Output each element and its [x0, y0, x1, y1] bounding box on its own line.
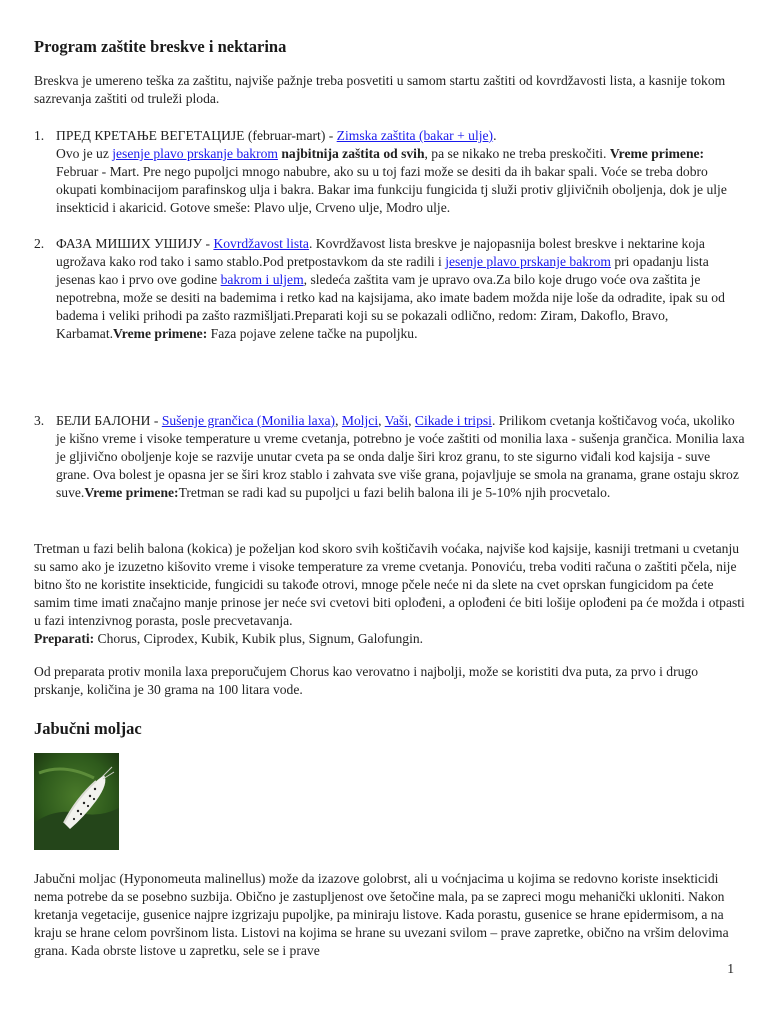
list-number: 1. [34, 128, 45, 143]
bold-text: Vreme primene: [84, 485, 179, 500]
separator: , [408, 413, 415, 428]
treatment-text [34, 540, 746, 648]
link-jesenje-plavo-prskanje[interactable]: jesenje plavo prskanje bakrom [112, 146, 278, 161]
moth-image [34, 753, 119, 850]
list-number: 3. [34, 413, 45, 428]
bold-text: Vreme primene: [609, 146, 705, 161]
list-item-3 [34, 412, 746, 502]
paragraph-text: Chorus, Ciprodex, Kubik, Kubik plus, Signum, Galofungin. [94, 631, 424, 646]
item-text: Februar - Mart. Pre nego pupoljci mnogo nabubre, ako su u toj fazi može se desiti da ih bakar spali. Voće se treba dobro okupati kombinacijom parafinskog ulja i bakra. Bakar ima funkciju fungicida tj služi protiv gljivičnih oboljenja, dok je ulje insekticid i akaricid. Gotove smeše: Plavo ulje, Crveno ulje, Modro ulje. [56, 164, 727, 215]
link-bakrom-i-uljem[interactable]: bakrom i uljem [220, 272, 304, 287]
bold-text: najbitnija zaštita od svih [277, 146, 425, 161]
treatment-paragraph [34, 540, 746, 648]
item-text: pri opadanju lista jesenas kao i prvo ove godine [56, 254, 709, 287]
list-item-text [56, 235, 746, 343]
intro-paragraph [34, 72, 746, 108]
link-susenje-grancica[interactable]: Sušenje grančica (Monilia laxa) [161, 413, 336, 428]
list-item-2 [34, 235, 746, 343]
link-moljci[interactable]: Moljci [341, 413, 379, 428]
link-zimska-zastita[interactable]: Zimska zaštita (bakar + ulje) [336, 128, 494, 143]
paragraph-text: Jabučni moljac (Hyponomeuta malinellus) može da izazove golobrst, ali u voćnjacima u kojima se redovno koriste insekticidi nema potrebe da se posebno suzbija. Obično je zastupljenost ove šetočine mala, pa se zapreci mogu mehanički ukloniti. Nakon kretanja vegetacije, gusenice najpre izgrizaju pupoljke, pa miniraju listove. Kada porastu, gusenice se hrane epidermisom, a na kraju se hrane celom površinom lista. Listovi na kojima se hrane su uvezani svilom – prave zapretke, obično na vršim delovima grana. Kada obrste listove u zapretku, sele se i prave [34, 871, 729, 958]
list-item-1 [34, 127, 746, 217]
page-title: Program zaštite breskve i nektarina [34, 37, 287, 56]
moth-photo [34, 753, 119, 850]
list-item-text [56, 127, 746, 217]
link-kovrdzavost-lista[interactable]: Kovrdžavost lista [213, 236, 309, 251]
item-text: ФАЗА МИШИХ УШИЈУ - [56, 236, 214, 251]
item-text: , pa se nikako ne treba preskočiti. [424, 146, 610, 161]
item-text: Ovo je uz [56, 146, 113, 161]
chorus-paragraph [34, 663, 746, 699]
separator: , [378, 413, 385, 428]
bold-text: Preparati: [34, 631, 95, 646]
item-text: , sledeća zaštita vam je upravo ova.Za bilo koje drugo voće ova zaštita je nepotrebna, može se desiti na bademima i retko kad na kajsijama, ako imate badem možda nije loše da odradite, ipak su od badema i veliki prihodi pa zašto razmišljati.Preparati koji su se pokazali odlično, redom: Ziram, Dakoflo, Bravo, Karbamat. [56, 272, 725, 341]
item-text: ПРЕД КРЕТАЊЕ ВЕГЕТАЦИЈЕ (februar-mart) - [56, 128, 337, 143]
page-number: 1 [727, 961, 734, 976]
link-cikade-i-tripsi[interactable]: Cikade i tripsi [414, 413, 492, 428]
item-text: . [493, 128, 497, 143]
link-vasi[interactable]: Vaši [384, 413, 409, 428]
separator: , [335, 413, 342, 428]
item-text: . Prilikom cvetanja koštičavog voća, ukoliko je kišno vreme i visoke temperature u vreme cvetanja, potrebno je voće zaštiti od monilia laxa - sušenja grančica. Monilia laxa je gljivično oboljenje koje se razvije unutar cveta pa se onda dalje širi kroz granu, to ste sigurno viđali kod kajsija - suve grane. Ova bolest je opasna jer se širi kroz stablo i zahvata sve više grana, pojavljuje se smola na granama, grane ostaju skroz suve. [56, 413, 745, 500]
bold-text: Vreme primene: [113, 326, 208, 341]
list-item-text [56, 412, 746, 502]
item-text: Tretman se radi kad su pupoljci u fazi belih balona ili je 5-10% njih procvetalo. [178, 485, 611, 500]
moljac-paragraph [34, 870, 746, 960]
paragraph-text: Tretman u fazi belih balona (kokica) je poželjan kod skoro svih koštičavih voćaka, najviše kod kajsije, kasniji tretmani u cvetanju su samo ako je izuzetno kišovito vreme i visoke temperature za vreme cvetanja. Ponoviću, treba voditi računa o zaštiti pčela, nije bitno što ne koristite insekticide, fungicidi su takođe otrovi, mnoge pčele neće ni da slete na cvet oprskan fungicidom pa ćete samim time imati značajno manje prinose jer neće svi cvetovi biti oplođeni, a oplođeni će biti lošije oplođeni pa će možda i otpasti u fazi intenzivnog porasta, posle precvetavanja. [34, 541, 745, 628]
item-text: Faza pojave zelene tačke na pupoljku. [207, 326, 418, 341]
intro-text: Breskva je umereno teška za zaštitu, najviše pažnje treba posvetiti u samom startu zaštiti od kovrdžavosti lista, a kasnije tokom sazrevanja zaštiti od truleži ploda. [34, 73, 726, 106]
list-number: 2. [34, 236, 45, 251]
item-text: . Kovrdžavost lista breskve je najopasnija bolest breskve i nektarine koja ugrožava kako rod tako i samo stablo.Pod pretpostavkom da ste radili i [56, 236, 705, 269]
link-jesenje-plavo-prskanje-bakrom[interactable]: jesenje plavo prskanje bakrom [445, 254, 611, 269]
item-text: БЕЛИ БАЛОНИ - [56, 413, 162, 428]
paragraph-text: Od preparata protiv monila laxa preporučujem Chorus kao verovatno i najbolji, može se koristiti dva puta, za prvo i drugo prskanje, količina je 30 grama na 100 litara vode. [34, 664, 699, 697]
section-heading: Jabučni moljac [34, 719, 142, 738]
